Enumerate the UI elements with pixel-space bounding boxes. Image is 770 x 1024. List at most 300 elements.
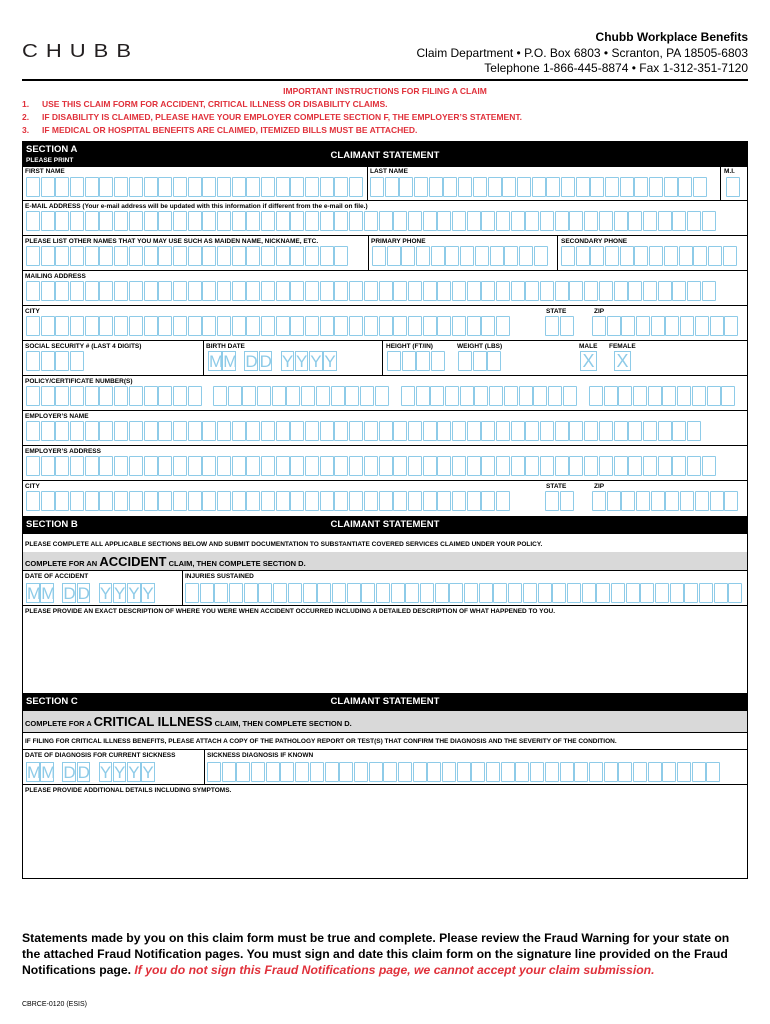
- char-box[interactable]: [458, 177, 472, 197]
- char-box[interactable]: [458, 351, 472, 371]
- char-box[interactable]: [473, 177, 487, 197]
- char-box[interactable]: [361, 583, 375, 603]
- char-box[interactable]: [173, 246, 187, 266]
- char-box[interactable]: [664, 246, 678, 266]
- char-box[interactable]: [173, 491, 187, 511]
- char-box[interactable]: [592, 491, 606, 511]
- char-box[interactable]: [232, 246, 246, 266]
- char-box[interactable]: [158, 281, 172, 301]
- char-box[interactable]: [662, 386, 676, 406]
- char-box[interactable]: [26, 281, 40, 301]
- char-box[interactable]: [393, 456, 407, 476]
- char-box[interactable]: [70, 386, 84, 406]
- char-box[interactable]: [114, 281, 128, 301]
- char-box[interactable]: [687, 456, 701, 476]
- date-char-box[interactable]: Y: [142, 763, 154, 782]
- char-box[interactable]: [144, 281, 158, 301]
- char-box[interactable]: [26, 386, 40, 406]
- char-box[interactable]: [545, 762, 559, 782]
- char-box[interactable]: [305, 281, 319, 301]
- char-box[interactable]: [261, 281, 275, 301]
- char-box[interactable]: [628, 456, 642, 476]
- char-box[interactable]: [620, 246, 634, 266]
- char-box[interactable]: [651, 316, 665, 336]
- primary-phone-field[interactable]: [372, 246, 548, 266]
- char-box[interactable]: [599, 456, 613, 476]
- date-char-box[interactable]: D: [259, 352, 272, 371]
- char-box[interactable]: [129, 386, 143, 406]
- char-box[interactable]: [707, 386, 721, 406]
- char-box[interactable]: [401, 246, 415, 266]
- char-box[interactable]: [423, 316, 437, 336]
- char-box[interactable]: [393, 211, 407, 231]
- char-box[interactable]: [232, 491, 246, 511]
- char-box[interactable]: [414, 177, 428, 197]
- char-box[interactable]: [305, 456, 319, 476]
- char-box[interactable]: [391, 583, 405, 603]
- char-box[interactable]: [331, 386, 345, 406]
- char-box[interactable]: [383, 762, 397, 782]
- char-box[interactable]: [114, 421, 128, 441]
- char-box[interactable]: [295, 762, 309, 782]
- char-box[interactable]: [640, 583, 654, 603]
- char-box[interactable]: [246, 211, 260, 231]
- char-box[interactable]: [375, 386, 389, 406]
- char-box[interactable]: [158, 177, 172, 197]
- char-box[interactable]: [636, 316, 650, 336]
- policy-field-3[interactable]: [401, 386, 577, 406]
- char-box[interactable]: [217, 491, 231, 511]
- char-box[interactable]: [364, 421, 378, 441]
- char-box[interactable]: [144, 246, 158, 266]
- char-box[interactable]: [246, 316, 260, 336]
- char-box[interactable]: [55, 421, 69, 441]
- char-box[interactable]: [680, 316, 694, 336]
- char-box[interactable]: [70, 281, 84, 301]
- char-box[interactable]: [55, 177, 69, 197]
- char-box[interactable]: [423, 491, 437, 511]
- date-char-box[interactable]: M: [209, 352, 224, 371]
- char-box[interactable]: [467, 491, 481, 511]
- char-box[interactable]: [651, 491, 665, 511]
- char-box[interactable]: [435, 583, 449, 603]
- char-box[interactable]: [276, 177, 290, 197]
- char-box[interactable]: [246, 177, 260, 197]
- char-box[interactable]: [679, 246, 693, 266]
- char-box[interactable]: [290, 491, 304, 511]
- char-box[interactable]: [99, 421, 113, 441]
- char-box[interactable]: [276, 211, 290, 231]
- char-box[interactable]: [393, 281, 407, 301]
- char-box[interactable]: [349, 211, 363, 231]
- char-box[interactable]: [144, 421, 158, 441]
- char-box[interactable]: [325, 762, 339, 782]
- state-field[interactable]: [545, 316, 574, 336]
- char-box[interactable]: [496, 211, 510, 231]
- char-box[interactable]: [633, 386, 647, 406]
- char-box[interactable]: [687, 211, 701, 231]
- char-box[interactable]: [320, 316, 334, 336]
- char-box[interactable]: [584, 211, 598, 231]
- char-box[interactable]: [658, 211, 672, 231]
- char-box[interactable]: [387, 246, 401, 266]
- char-box[interactable]: [144, 211, 158, 231]
- char-box[interactable]: [437, 456, 451, 476]
- char-box[interactable]: [452, 211, 466, 231]
- char-box[interactable]: [489, 386, 503, 406]
- char-box[interactable]: [614, 281, 628, 301]
- char-box[interactable]: [605, 177, 619, 197]
- char-box[interactable]: [599, 211, 613, 231]
- char-box[interactable]: [41, 456, 55, 476]
- char-box[interactable]: [332, 583, 346, 603]
- char-box[interactable]: [26, 491, 40, 511]
- char-box[interactable]: [596, 583, 610, 603]
- char-box[interactable]: [523, 583, 537, 603]
- char-box[interactable]: [599, 421, 613, 441]
- char-box[interactable]: [445, 246, 459, 266]
- char-box[interactable]: [320, 281, 334, 301]
- char-box[interactable]: [320, 456, 334, 476]
- employer-address-field[interactable]: [26, 456, 716, 476]
- char-box[interactable]: [301, 386, 315, 406]
- char-box[interactable]: [158, 456, 172, 476]
- char-box[interactable]: [173, 316, 187, 336]
- char-box[interactable]: [26, 456, 40, 476]
- char-box[interactable]: [376, 583, 390, 603]
- employer-zip-field[interactable]: [592, 491, 739, 511]
- char-box[interactable]: [658, 421, 672, 441]
- char-box[interactable]: [379, 491, 393, 511]
- char-box[interactable]: [408, 491, 422, 511]
- char-box[interactable]: [555, 281, 569, 301]
- char-box[interactable]: [614, 211, 628, 231]
- char-box[interactable]: [726, 177, 740, 197]
- char-box[interactable]: [540, 211, 554, 231]
- char-box[interactable]: [349, 491, 363, 511]
- char-box[interactable]: [188, 491, 202, 511]
- char-box[interactable]: [560, 762, 574, 782]
- char-box[interactable]: [427, 762, 441, 782]
- date-char-box[interactable]: M: [41, 584, 56, 603]
- char-box[interactable]: [334, 281, 348, 301]
- char-box[interactable]: [481, 456, 495, 476]
- char-box[interactable]: [202, 421, 216, 441]
- height-field[interactable]: [387, 351, 446, 371]
- char-box[interactable]: [129, 491, 143, 511]
- char-box[interactable]: [202, 246, 216, 266]
- char-box[interactable]: [540, 281, 554, 301]
- char-box[interactable]: [320, 421, 334, 441]
- date-char-box[interactable]: D: [63, 763, 76, 782]
- char-box[interactable]: [41, 177, 55, 197]
- mi-field[interactable]: [726, 177, 741, 197]
- char-box[interactable]: [261, 491, 275, 511]
- char-box[interactable]: [437, 281, 451, 301]
- char-box[interactable]: [261, 211, 275, 231]
- char-box[interactable]: [320, 211, 334, 231]
- char-box[interactable]: [633, 762, 647, 782]
- char-box[interactable]: [592, 316, 606, 336]
- char-box[interactable]: [202, 177, 216, 197]
- char-box[interactable]: [437, 316, 451, 336]
- date-char-box[interactable]: M: [27, 763, 42, 782]
- char-box[interactable]: [408, 456, 422, 476]
- date-char-box[interactable]: D: [77, 584, 90, 603]
- char-box[interactable]: [517, 177, 531, 197]
- char-box[interactable]: [511, 456, 525, 476]
- char-box[interactable]: [349, 421, 363, 441]
- injuries-field[interactable]: [185, 583, 743, 603]
- char-box[interactable]: [188, 316, 202, 336]
- char-box[interactable]: [26, 246, 40, 266]
- char-box[interactable]: [320, 177, 334, 197]
- char-box[interactable]: [648, 386, 662, 406]
- char-box[interactable]: [266, 762, 280, 782]
- char-box[interactable]: [561, 177, 575, 197]
- char-box[interactable]: [501, 762, 515, 782]
- char-box[interactable]: [621, 491, 635, 511]
- char-box[interactable]: [467, 456, 481, 476]
- char-box[interactable]: [114, 246, 128, 266]
- char-box[interactable]: [393, 421, 407, 441]
- char-box[interactable]: [487, 351, 501, 371]
- char-box[interactable]: [643, 211, 657, 231]
- char-box[interactable]: [334, 456, 348, 476]
- char-box[interactable]: [545, 491, 559, 511]
- employer-state-field[interactable]: [545, 491, 574, 511]
- char-box[interactable]: [662, 762, 676, 782]
- char-box[interactable]: [70, 491, 84, 511]
- policy-field-4[interactable]: [589, 386, 736, 406]
- char-box[interactable]: [334, 491, 348, 511]
- char-box[interactable]: [55, 316, 69, 336]
- char-box[interactable]: [290, 421, 304, 441]
- char-box[interactable]: [305, 211, 319, 231]
- date-char-box[interactable]: Y: [296, 352, 308, 371]
- char-box[interactable]: [258, 583, 272, 603]
- char-box[interactable]: [99, 281, 113, 301]
- char-box[interactable]: [114, 177, 128, 197]
- char-box[interactable]: [525, 421, 539, 441]
- char-box[interactable]: [276, 281, 290, 301]
- char-box[interactable]: [364, 281, 378, 301]
- last-name-field[interactable]: [370, 177, 708, 197]
- char-box[interactable]: [452, 491, 466, 511]
- char-box[interactable]: [408, 421, 422, 441]
- char-box[interactable]: [626, 583, 640, 603]
- char-box[interactable]: [481, 491, 495, 511]
- char-box[interactable]: [545, 316, 559, 336]
- char-box[interactable]: [724, 316, 738, 336]
- char-box[interactable]: [695, 491, 709, 511]
- char-box[interactable]: [232, 211, 246, 231]
- char-box[interactable]: [232, 456, 246, 476]
- char-box[interactable]: [643, 281, 657, 301]
- char-box[interactable]: [26, 316, 40, 336]
- char-box[interactable]: [649, 246, 663, 266]
- char-box[interactable]: [290, 316, 304, 336]
- char-box[interactable]: [280, 762, 294, 782]
- char-box[interactable]: [687, 281, 701, 301]
- char-box[interactable]: [508, 583, 522, 603]
- char-box[interactable]: [261, 456, 275, 476]
- date-char-box[interactable]: D: [245, 352, 258, 371]
- policy-field-2[interactable]: [213, 386, 389, 406]
- char-box[interactable]: [55, 456, 69, 476]
- char-box[interactable]: [519, 386, 533, 406]
- char-box[interactable]: [569, 211, 583, 231]
- char-box[interactable]: [420, 583, 434, 603]
- char-box[interactable]: [213, 386, 227, 406]
- char-box[interactable]: [217, 177, 231, 197]
- char-box[interactable]: [379, 281, 393, 301]
- char-box[interactable]: [272, 386, 286, 406]
- date-char-box[interactable]: Y: [281, 352, 294, 371]
- char-box[interactable]: [488, 177, 502, 197]
- char-box[interactable]: [173, 281, 187, 301]
- char-box[interactable]: [481, 421, 495, 441]
- char-box[interactable]: [188, 211, 202, 231]
- date-char-box[interactable]: Y: [99, 584, 112, 603]
- char-box[interactable]: [129, 281, 143, 301]
- char-box[interactable]: [273, 583, 287, 603]
- char-box[interactable]: [515, 762, 529, 782]
- char-box[interactable]: [286, 386, 300, 406]
- date-char-box[interactable]: M: [41, 763, 56, 782]
- char-box[interactable]: [99, 491, 113, 511]
- char-box[interactable]: [496, 491, 510, 511]
- char-box[interactable]: [460, 246, 474, 266]
- char-box[interactable]: [385, 177, 399, 197]
- first-name-field[interactable]: [26, 177, 364, 197]
- char-box[interactable]: [607, 316, 621, 336]
- char-box[interactable]: [144, 491, 158, 511]
- secondary-phone-field[interactable]: [561, 246, 737, 266]
- char-box[interactable]: [702, 211, 716, 231]
- char-box[interactable]: [614, 456, 628, 476]
- char-box[interactable]: [493, 583, 507, 603]
- char-box[interactable]: [185, 583, 199, 603]
- char-box[interactable]: [334, 421, 348, 441]
- char-box[interactable]: [41, 316, 55, 336]
- char-box[interactable]: [99, 316, 113, 336]
- char-box[interactable]: [158, 386, 172, 406]
- char-box[interactable]: [41, 491, 55, 511]
- char-box[interactable]: [672, 456, 686, 476]
- char-box[interactable]: [364, 211, 378, 231]
- char-box[interactable]: [540, 421, 554, 441]
- char-box[interactable]: [413, 762, 427, 782]
- other-names-field[interactable]: [26, 246, 349, 266]
- char-box[interactable]: [416, 386, 430, 406]
- char-box[interactable]: [70, 177, 84, 197]
- char-box[interactable]: [129, 177, 143, 197]
- char-box[interactable]: [614, 421, 628, 441]
- mailing-address-field[interactable]: [26, 281, 716, 301]
- char-box[interactable]: [305, 491, 319, 511]
- char-box[interactable]: [479, 583, 493, 603]
- char-box[interactable]: [320, 246, 334, 266]
- char-box[interactable]: [246, 456, 260, 476]
- char-box[interactable]: [607, 491, 621, 511]
- char-box[interactable]: [467, 211, 481, 231]
- char-box[interactable]: [214, 583, 228, 603]
- char-box[interactable]: [144, 177, 158, 197]
- char-box[interactable]: [723, 246, 737, 266]
- char-box[interactable]: [555, 421, 569, 441]
- char-box[interactable]: [303, 583, 317, 603]
- char-box[interactable]: [467, 421, 481, 441]
- char-box[interactable]: [114, 491, 128, 511]
- char-box[interactable]: [334, 316, 348, 336]
- date-char-box[interactable]: Y: [128, 584, 140, 603]
- char-box[interactable]: [423, 281, 437, 301]
- char-box[interactable]: [99, 246, 113, 266]
- char-box[interactable]: [232, 316, 246, 336]
- char-box[interactable]: [431, 246, 445, 266]
- char-box[interactable]: [620, 177, 634, 197]
- char-box[interactable]: [728, 583, 742, 603]
- char-box[interactable]: [349, 456, 363, 476]
- char-box[interactable]: [144, 456, 158, 476]
- char-box[interactable]: [569, 421, 583, 441]
- char-box[interactable]: [188, 421, 202, 441]
- female-checkbox[interactable]: X: [614, 351, 631, 371]
- char-box[interactable]: [290, 456, 304, 476]
- char-box[interactable]: [504, 386, 518, 406]
- char-box[interactable]: [55, 351, 69, 371]
- char-box[interactable]: [290, 177, 304, 197]
- char-box[interactable]: [423, 211, 437, 231]
- char-box[interactable]: [618, 762, 632, 782]
- char-box[interactable]: [473, 351, 487, 371]
- char-box[interactable]: [496, 281, 510, 301]
- employer-name-field[interactable]: [26, 421, 702, 441]
- weight-field[interactable]: [458, 351, 502, 371]
- char-box[interactable]: [85, 281, 99, 301]
- char-box[interactable]: [129, 456, 143, 476]
- char-box[interactable]: [129, 246, 143, 266]
- char-box[interactable]: [692, 386, 706, 406]
- char-box[interactable]: [569, 281, 583, 301]
- char-box[interactable]: [372, 246, 386, 266]
- char-box[interactable]: [379, 316, 393, 336]
- char-box[interactable]: [467, 281, 481, 301]
- char-box[interactable]: [158, 491, 172, 511]
- char-box[interactable]: [99, 386, 113, 406]
- char-box[interactable]: [393, 316, 407, 336]
- char-box[interactable]: [202, 316, 216, 336]
- char-box[interactable]: [399, 177, 413, 197]
- char-box[interactable]: [684, 583, 698, 603]
- char-box[interactable]: [290, 211, 304, 231]
- additional-details-field[interactable]: [23, 797, 747, 877]
- char-box[interactable]: [481, 211, 495, 231]
- char-box[interactable]: [423, 421, 437, 441]
- char-box[interactable]: [582, 583, 596, 603]
- char-box[interactable]: [114, 211, 128, 231]
- char-box[interactable]: [370, 177, 384, 197]
- char-box[interactable]: [41, 281, 55, 301]
- char-box[interactable]: [217, 281, 231, 301]
- char-box[interactable]: [85, 211, 99, 231]
- char-box[interactable]: [702, 281, 716, 301]
- char-box[interactable]: [534, 246, 548, 266]
- char-box[interactable]: [85, 456, 99, 476]
- char-box[interactable]: [70, 211, 84, 231]
- char-box[interactable]: [349, 281, 363, 301]
